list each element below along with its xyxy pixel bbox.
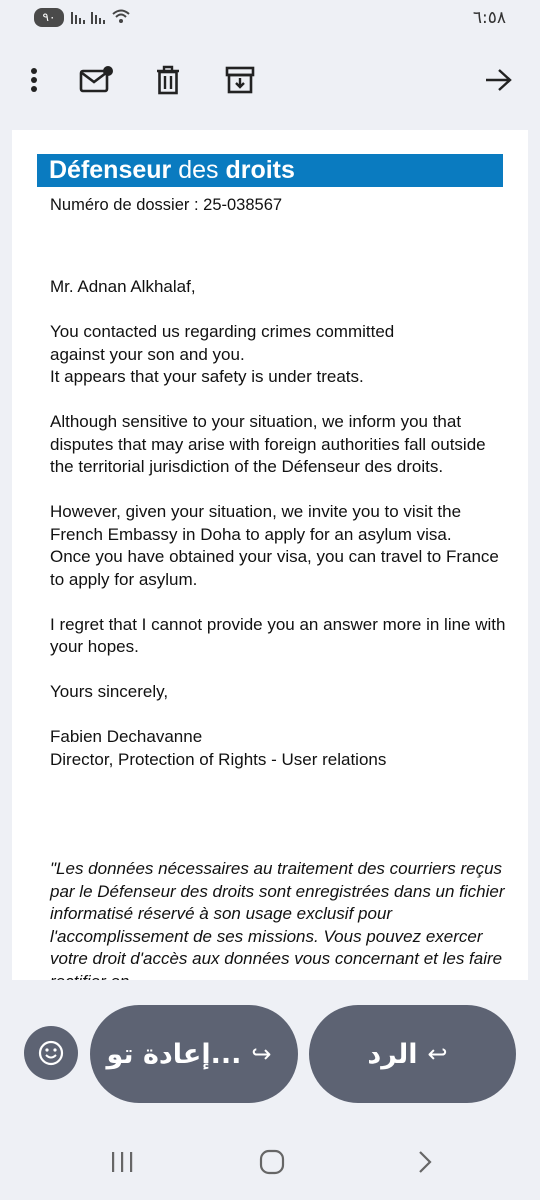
smiley-icon [38, 1040, 64, 1066]
paragraph-4: I regret that I cannot provide you an answer more in line with your hopes. [50, 614, 506, 656]
p3-part-1: However, given your situation, we invite you to visit the French Embassy in Doha to apply for an asylum visa. [50, 502, 462, 544]
battery-indicator: ٩٠ [34, 8, 64, 27]
back-chevron-icon [415, 1149, 435, 1175]
reply-label: الرد [367, 1038, 418, 1070]
paragraph-2: Although sensitive to your situation, we inform you that disputes that may arise with foreign authorities fall outside the territorial jurisdiction of the Défenseur des droits. [50, 412, 486, 476]
forward-button[interactable] [90, 1005, 298, 1103]
mark-unread-icon [79, 66, 113, 94]
p1-line-3: It appears that your safety is under treats. [50, 367, 364, 386]
privacy-notice: "Les données nécessaires au traitement des courriers reçus par le Défenseur des droits sont enregistrées dans un fichier informatisé réservé à son usage exclusif pour l'accomplissement de ses missions. Vous pouvez exercer votre droit d'accès aux données vous concernant et les faire [50, 859, 505, 968]
wifi-icon [111, 8, 131, 24]
email-toolbar [0, 50, 540, 110]
p3-part-2: Once you have obtained your visa, you can travel to France to apply for asylum. [50, 547, 499, 589]
recents-button[interactable] [107, 1148, 137, 1176]
closing: Yours sincerely, [50, 682, 169, 701]
banner-word-1: Défenseur [49, 156, 172, 184]
forward-label: إعادة تو... [106, 1038, 242, 1070]
dossier-number: Numéro de dossier : 25-038567 [50, 196, 283, 214]
mark-unread-button[interactable] [78, 62, 114, 98]
greeting: Mr. Adnan Alkhalaf, [50, 277, 196, 296]
clock: ٦:٥٨ [472, 8, 506, 28]
email-body [50, 276, 510, 794]
signature-name: Fabien Dechavanne [50, 727, 203, 746]
email-body-card [12, 130, 528, 980]
paragraph-3 [50, 501, 510, 591]
forward-arrow-icon [483, 67, 513, 93]
more-vert-icon [30, 67, 38, 93]
paragraph-1 [50, 321, 510, 389]
forward-icon: ↪ [251, 1040, 272, 1068]
banner-word-3: droits [225, 156, 295, 184]
status-bar [0, 0, 540, 38]
system-nav-bar [0, 1130, 540, 1190]
next-email-button[interactable] [480, 62, 516, 98]
signal-icon [70, 8, 86, 24]
banner-word-2: des [171, 156, 226, 184]
sender-banner [37, 154, 503, 187]
back-button[interactable] [410, 1148, 440, 1176]
archive-icon [225, 65, 255, 95]
p1-line-2: against your son and you. [50, 344, 245, 364]
delete-icon [155, 65, 181, 95]
more-options-button[interactable] [16, 62, 52, 98]
archive-button[interactable] [222, 62, 258, 98]
home-icon [258, 1148, 286, 1176]
p1-line-1: You contacted us regarding crimes committed [50, 322, 395, 341]
signature-title: Director, Protection of Rights - User relations [50, 749, 387, 769]
signal-icon-2 [90, 8, 106, 24]
home-button[interactable] [257, 1148, 287, 1176]
emoji-reaction-button[interactable] [24, 1026, 78, 1080]
signature [50, 726, 510, 771]
delete-button[interactable] [150, 62, 186, 98]
reply-button[interactable] [309, 1005, 516, 1103]
reply-icon: ↩ [427, 1040, 448, 1068]
recents-icon [109, 1150, 135, 1174]
